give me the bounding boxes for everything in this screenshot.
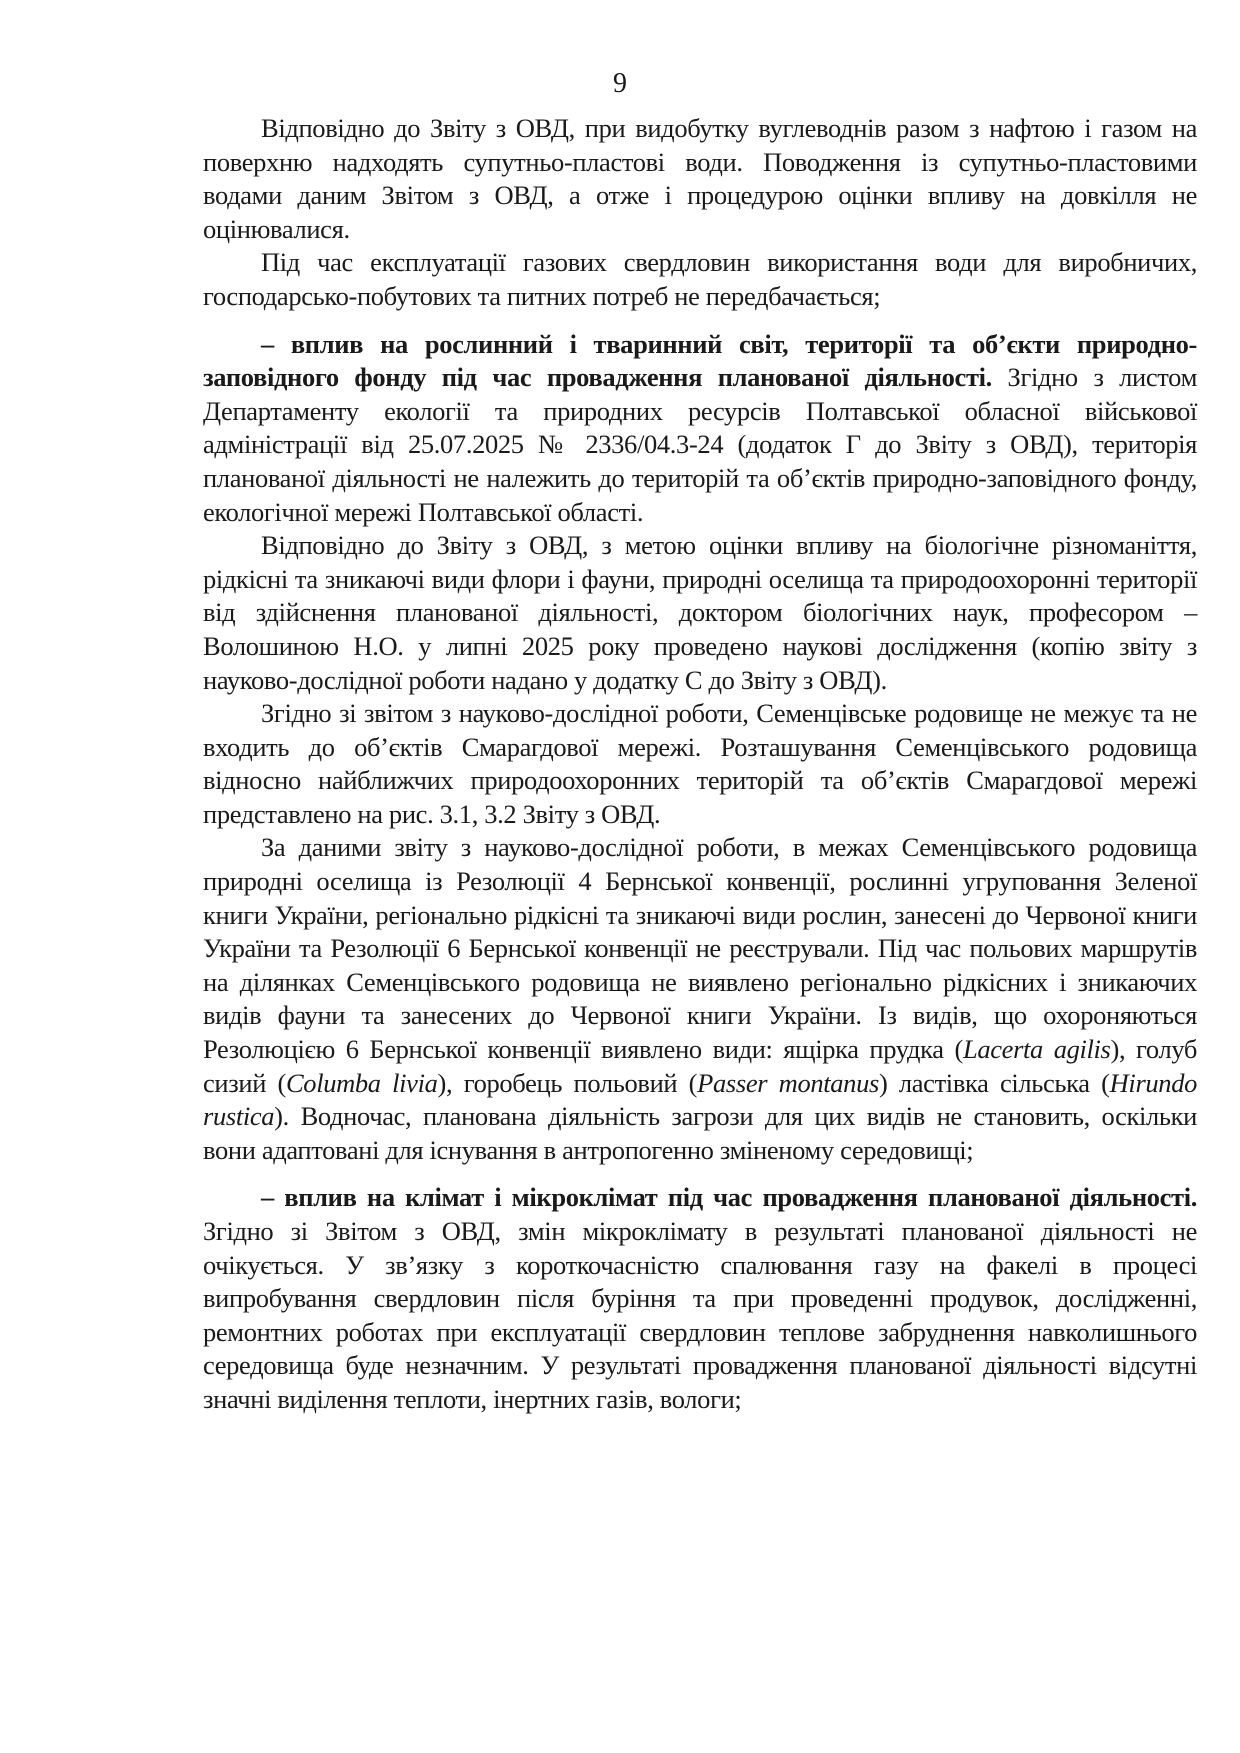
species-latin-name: Columba livia bbox=[285, 1067, 438, 1098]
species-text: ), горобець польовий ( bbox=[437, 1067, 698, 1098]
paragraph-water-use: Під час експлуатації газових свердловин використання води для виробничих, господарсько-побутових та питних потреб не передбачається; bbox=[203, 247, 1197, 311]
species-latin-name: Lacerta agilis bbox=[962, 1034, 1111, 1065]
section-climate bbox=[203, 1181, 1197, 1416]
document-body bbox=[203, 112, 1197, 1417]
species-text: За даними звіту з науково-дослідної роботи, в межах Семенцівського родовища природні оселища із Резолюції 4 Бернської конвенції, рослинні угруповання Зеленої книги України, регіонально рідкісні та зникаючі види рослин, занесені до Червоної книги України та Резолюції 6 Бернської конвенції не реєстрували. Під час польових маршрутів на ділянках Семенцівського родовища не виявлено регіонально рідкісних і зникаючих видів фауни та занесених до Червоної книги України. Із видів, що охороняються Резолюцією 6 Бернської конвенції виявлено види: ящірка прудка ( bbox=[203, 832, 1197, 1065]
section-text-climate: Згідно зі Звітом з ОВД, змін мікроклімату в результаті планованої діяльності не очікується. У зв’язку з короткочасністю спалювання газу на факелі в процесі випробування свердловин після буріння та при проведенні продувок, дослідженні, ремонтних роботах при експлуатації свердловин теплове забруднення навколишнього середовища буде незначним. У результаті провадження планованої діяльності відсутні значні виділення теплоти, інертних газів, вологи; bbox=[203, 1216, 1197, 1414]
section-text-flora-fauna: Згідно з листом Департаменту екології та природних ресурсів Полтавської обласної військової адміністрації від 25.07.2025 № 2336/04.3-24 (додаток Г до Звіту з ОВД), територія планованої діяльності не належить до територій та об’єктів природно-заповідного фонду, екологічної мережі Полтавської області. bbox=[203, 362, 1197, 527]
species-latin-name: Passer montanus bbox=[697, 1067, 879, 1098]
paragraph-biodiversity-study: Відповідно до Звіту з ОВД, з метою оцінки впливу на біологічне різноманіття, рідкісні та зникаючі види флори і фауни, природні оселища та природоохоронні території від здійснення планованої діяльності, доктором біологічних наук, професором – Волошиною Н.О. у липні 2025 року проведено наукові дослідження (копію звіту з науково-дослідної роботи надано у додатку С до Звіту з ОВД). bbox=[203, 530, 1197, 695]
paragraph-produced-water: Відповідно до Звіту з ОВД, при видобутку вуглеводнів разом з нафтою і газом на поверхню надходять супутньо-пластові води. Поводження із супутньо-пластовими водами даним Звітом з ОВД, а отже і процедурою оцінки впливу на довкілля не оцінювалися. bbox=[203, 113, 1197, 244]
page-number: 9 bbox=[613, 68, 627, 99]
paragraph-emerald-network: Згідно зі звітом з науково-дослідної роботи, Семенцівське родовище не межує та не входить до об’єктів Смарагдової мережі. Розташування Семенцівського родовища відносно найближчих природоохоронних територій та об’єктів Смарагдової мережі представлено на рис. 3.1, 3.2 Звіту з ОВД. bbox=[203, 698, 1197, 829]
species-text: ). Водночас, планована діяльність загрози для цих видів не становить, оскільки вони адаптовані для існування в антропогенно зміненому середовищі; bbox=[203, 1101, 1197, 1165]
species-latin-name: Hirundo rustica bbox=[203, 1067, 1198, 1132]
species-text: ), голуб сизий ( bbox=[203, 1034, 1197, 1098]
section-heading-climate: – вплив на клімат і мікроклімат під час провадження планованої діяльності. bbox=[261, 1182, 1197, 1213]
paragraph-species-findings bbox=[203, 831, 1197, 1167]
section-flora-fauna bbox=[203, 328, 1197, 530]
species-text: ) ластівка сільська ( bbox=[878, 1067, 1110, 1098]
section-heading-flora-fauna: – вплив на рослинний і тваринний світ, території та об’єкти природно-заповідного фонду під час провадження планованої діяльності. bbox=[203, 328, 1197, 393]
